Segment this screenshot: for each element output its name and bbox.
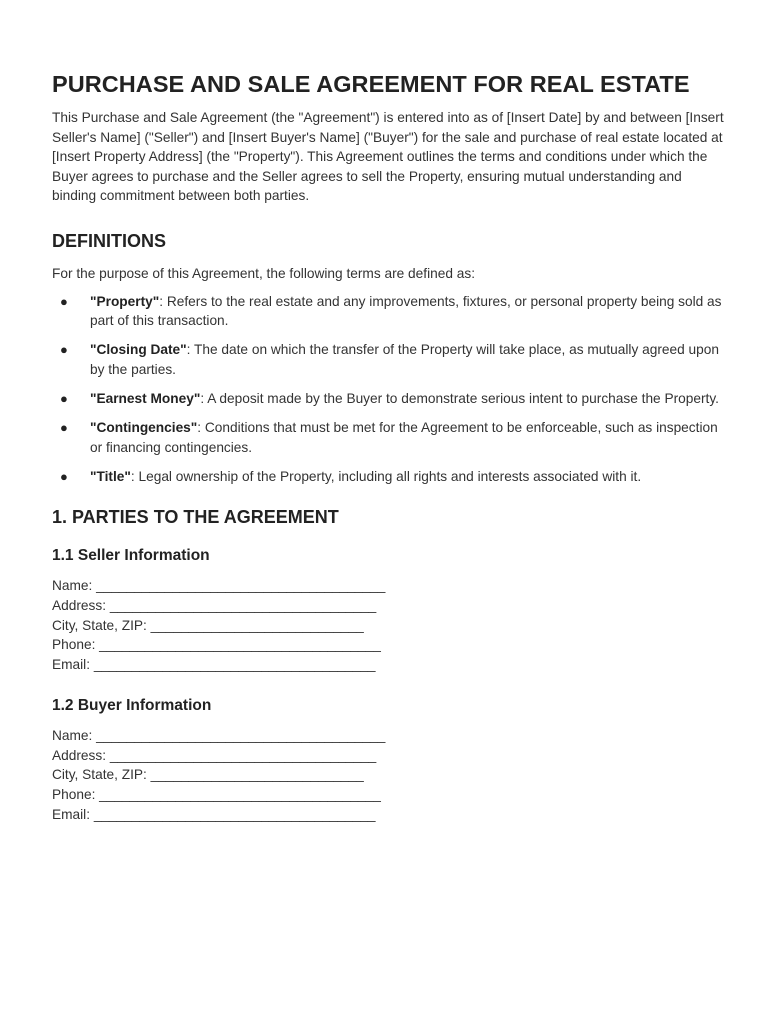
- seller-phone-field: Phone: _____________________________________: [52, 637, 381, 653]
- buyer-email-field: Email: _____________________________________: [52, 806, 376, 822]
- bullet-icon: ●: [60, 293, 68, 309]
- definition-text: : Legal ownership of the Property, including all rights and interests associated with it.: [130, 468, 642, 484]
- document-title: PURCHASE AND SALE AGREEMENT FOR REAL ESTATE: [52, 71, 690, 97]
- seller-fields: [52, 576, 724, 674]
- buyer-address-field: Address: ___________________________________: [52, 747, 377, 763]
- definition-item: [52, 292, 724, 331]
- definition-term: "Property": [90, 293, 160, 309]
- buyer-city-state-zip-field: City, State, ZIP: ____________________________: [52, 767, 364, 783]
- seller-name-field: Name: ______________________________________: [52, 578, 386, 594]
- parties-heading: 1. PARTIES TO THE AGREEMENT: [52, 507, 339, 528]
- document-page: [52, 68, 724, 824]
- definitions-lead: For the purpose of this Agreement, the following terms are defined as:: [52, 265, 476, 281]
- buyer-info-heading: 1.2 Buyer Information: [52, 697, 212, 715]
- bullet-icon: ●: [60, 420, 68, 436]
- buyer-fields: [52, 726, 724, 824]
- buyer-name-field: Name: ______________________________________: [52, 728, 386, 744]
- definition-text: : The date on which the transfer of the Property will take place, as mutually agreed upon by the parties.: [90, 342, 719, 377]
- seller-city-state-zip-field: City, State, ZIP: ____________________________: [52, 617, 364, 633]
- bullet-icon: ●: [60, 342, 68, 358]
- bullet-icon: ●: [60, 468, 68, 484]
- definition-term: "Earnest Money": [90, 390, 201, 406]
- definition-item: [52, 389, 724, 409]
- definitions-list: [52, 292, 724, 487]
- bullet-icon: ●: [60, 390, 68, 406]
- seller-info-heading: 1.1 Seller Information: [52, 547, 210, 565]
- intro-paragraph: This Purchase and Sale Agreement (the "Agreement") is entered into as of [Insert Date] by and between [Insert Seller's Name] ("Seller") and [Insert Buyer's Name] ("Buyer") for the sale and purchase of real estate located at [Insert Property Address] (the "Property"). This Agreement outlines the terms and conditions under which the Buyer agrees to purchase and the Seller agrees to sell the Property, ensuring mutual understanding and binding commitment between both parties.: [52, 110, 724, 204]
- definition-term: "Closing Date": [90, 342, 187, 358]
- buyer-phone-field: Phone: _____________________________________: [52, 787, 381, 803]
- seller-address-field: Address: ___________________________________: [52, 597, 377, 613]
- definition-term: "Title": [90, 468, 131, 484]
- definition-text: : Conditions that must be met for the Agreement to be enforceable, such as inspection or financing contingencies.: [90, 420, 718, 455]
- definition-item: [52, 418, 724, 457]
- definition-item: [52, 340, 724, 379]
- definitions-heading: DEFINITIONS: [52, 230, 167, 251]
- definition-text: : Refers to the real estate and any improvements, fixtures, or personal property being sold as part of this transaction.: [90, 293, 722, 329]
- seller-email-field: Email: _____________________________________: [52, 656, 376, 672]
- definition-text: : A deposit made by the Buyer to demonstrate serious intent to purchase the Property.: [200, 390, 719, 406]
- definition-term: "Contingencies": [90, 420, 198, 436]
- definition-item: [52, 467, 724, 487]
